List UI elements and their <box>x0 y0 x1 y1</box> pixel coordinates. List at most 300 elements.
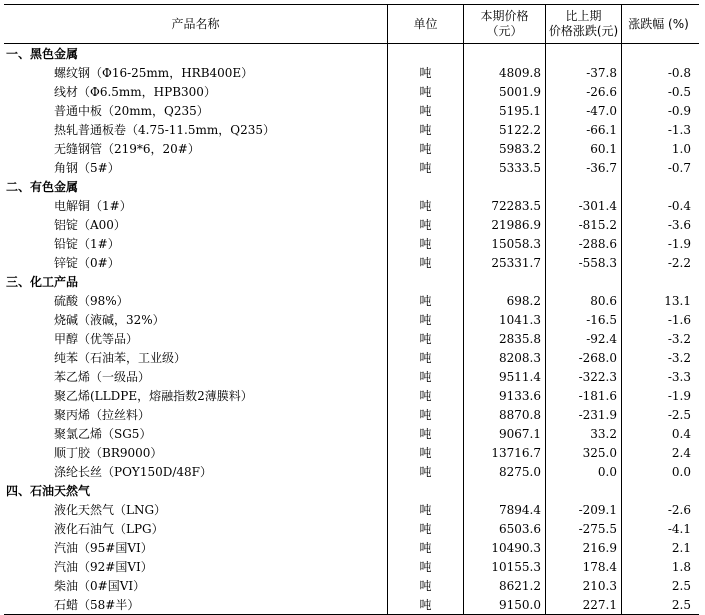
product-name-text: 铅锭（1#） <box>54 237 120 251</box>
table-row <box>4 234 699 253</box>
unit <box>388 576 464 595</box>
table-row <box>4 462 699 481</box>
category-change-empty <box>546 272 622 291</box>
current-price <box>464 215 546 234</box>
change-percent <box>622 424 699 443</box>
current-price-text: 6503.6 <box>499 521 541 536</box>
change-percent <box>622 101 699 120</box>
unit <box>388 462 464 481</box>
unit-text: 吨 <box>419 408 432 422</box>
price-change <box>546 139 622 158</box>
product-name <box>4 310 388 329</box>
change-percent-text: -0.9 <box>667 103 691 118</box>
product-name-text: 线材（Φ6.5mm，HPB300） <box>54 85 216 99</box>
change-percent <box>622 557 699 576</box>
current-price <box>464 158 546 177</box>
unit-text: 吨 <box>419 503 432 517</box>
current-price <box>464 291 546 310</box>
unit <box>388 595 464 614</box>
category-row <box>4 177 699 196</box>
unit <box>388 310 464 329</box>
price-change-text: 210.3 <box>582 578 617 593</box>
product-name <box>4 215 388 234</box>
table-row <box>4 405 699 424</box>
price-change <box>546 538 622 557</box>
change-percent-text: -1.6 <box>667 312 691 327</box>
change-percent <box>622 253 699 272</box>
price-change-text: 216.9 <box>582 540 617 555</box>
unit-text: 吨 <box>419 541 432 555</box>
product-name <box>4 139 388 158</box>
current-price <box>464 595 546 614</box>
unit-text: 吨 <box>419 199 432 213</box>
category-price-empty <box>464 272 546 291</box>
table-row <box>4 348 699 367</box>
unit <box>388 196 464 215</box>
price-change <box>546 329 622 348</box>
price-change <box>546 215 622 234</box>
unit-text: 吨 <box>419 598 432 612</box>
table-row <box>4 500 699 519</box>
unit-text: 吨 <box>419 465 432 479</box>
table-row <box>4 519 699 538</box>
price-change-text: -231.9 <box>578 407 617 422</box>
product-name <box>4 291 388 310</box>
table-row <box>4 101 699 120</box>
category-row <box>4 272 699 291</box>
product-name <box>4 424 388 443</box>
product-name-text: 液化石油气（LPG） <box>54 522 164 536</box>
product-name-text: 聚乙烯(LLDPE，熔融指数2薄膜料） <box>54 389 253 403</box>
table-body <box>4 44 699 615</box>
table-row <box>4 424 699 443</box>
change-percent <box>622 196 699 215</box>
price-change <box>546 234 622 253</box>
product-name <box>4 348 388 367</box>
change-percent-text: -3.6 <box>667 217 691 232</box>
current-price-text: 5983.2 <box>499 141 541 156</box>
change-percent-text: -0.5 <box>667 84 691 99</box>
change-percent <box>622 291 699 310</box>
price-change <box>546 462 622 481</box>
change-percent-text: -0.8 <box>667 65 691 80</box>
category-row <box>4 481 699 500</box>
unit <box>388 215 464 234</box>
header-change-line2: 价格涨跌(元) <box>548 24 619 38</box>
product-name <box>4 158 388 177</box>
change-percent <box>622 139 699 158</box>
table-row <box>4 63 699 82</box>
current-price <box>464 253 546 272</box>
current-price-text: 10490.3 <box>491 540 541 555</box>
category-title-text: 三、化工产品 <box>6 275 79 289</box>
current-price-text: 9511.4 <box>499 369 541 384</box>
product-name <box>4 386 388 405</box>
product-name-text: 涤纶长丝（POY150D/48F） <box>54 465 212 479</box>
price-change-text: -209.1 <box>578 502 617 517</box>
price-change-text: -301.4 <box>578 198 617 213</box>
current-price <box>464 139 546 158</box>
price-change-text: -26.6 <box>586 84 617 99</box>
header-change-line1: 比上期 <box>565 9 602 23</box>
unit <box>388 405 464 424</box>
product-name-text: 聚氯乙烯（SG5） <box>54 427 152 441</box>
price-change <box>546 348 622 367</box>
change-percent-text: -4.1 <box>667 521 691 536</box>
header-price <box>464 5 546 43</box>
price-change <box>546 82 622 101</box>
change-percent-text: -0.7 <box>667 160 691 175</box>
unit <box>388 63 464 82</box>
unit-text: 吨 <box>419 522 432 536</box>
price-change-text: 325.0 <box>582 445 617 460</box>
product-name-text: 柴油（0#国VI） <box>54 579 146 593</box>
current-price-text: 7894.4 <box>499 502 541 517</box>
current-price-text: 10155.3 <box>491 559 541 574</box>
change-percent <box>622 329 699 348</box>
category-price-empty <box>464 44 546 63</box>
change-percent-text: -3.3 <box>667 369 691 384</box>
change-percent-text: -2.2 <box>667 255 691 270</box>
table-row <box>4 253 699 272</box>
change-percent <box>622 215 699 234</box>
current-price <box>464 348 546 367</box>
current-price-text: 8870.8 <box>499 407 541 422</box>
price-change-text: 80.6 <box>590 293 617 308</box>
header-product-name-label: 产品名称 <box>171 16 220 31</box>
product-name <box>4 405 388 424</box>
unit-text: 吨 <box>419 332 432 346</box>
product-name <box>4 63 388 82</box>
current-price-text: 8621.2 <box>499 578 541 593</box>
current-price <box>464 329 546 348</box>
unit-text: 吨 <box>419 579 432 593</box>
current-price <box>464 500 546 519</box>
category-title-text: 二、有色金属 <box>6 180 79 194</box>
price-change-text: -92.4 <box>586 331 617 346</box>
current-price <box>464 367 546 386</box>
product-name <box>4 500 388 519</box>
change-percent <box>622 595 699 614</box>
table-row <box>4 367 699 386</box>
product-name-text: 铝锭（A00） <box>54 218 126 232</box>
unit-text: 吨 <box>419 560 432 574</box>
price-change-text: 33.2 <box>590 426 617 441</box>
product-name <box>4 234 388 253</box>
category-change-empty <box>546 481 622 500</box>
change-percent-text: -0.4 <box>667 198 691 213</box>
change-percent-text: 0.0 <box>671 464 691 479</box>
header-pct-label: 涨跌幅 (%) <box>628 16 689 31</box>
change-percent-text: 2.5 <box>671 578 691 593</box>
price-change-text: -558.3 <box>578 255 617 270</box>
change-percent <box>622 234 699 253</box>
change-percent <box>622 519 699 538</box>
change-percent-text: -3.2 <box>667 331 691 346</box>
product-name-text: 纯苯（石油苯，工业级） <box>54 351 187 365</box>
current-price <box>464 405 546 424</box>
change-percent <box>622 462 699 481</box>
category-title-text: 一、黑色金属 <box>6 47 79 61</box>
price-change-text: -181.6 <box>578 388 617 403</box>
change-percent <box>622 500 699 519</box>
current-price-text: 13716.7 <box>491 445 541 460</box>
current-price <box>464 462 546 481</box>
price-change <box>546 63 622 82</box>
current-price-text: 9133.6 <box>499 388 541 403</box>
price-change-text: 227.1 <box>582 597 617 612</box>
product-name <box>4 443 388 462</box>
current-price <box>464 557 546 576</box>
product-name-text: 锌锭（0#） <box>54 256 120 270</box>
price-change <box>546 386 622 405</box>
category-unit-empty <box>388 272 464 291</box>
price-table <box>4 4 699 615</box>
unit <box>388 291 464 310</box>
unit-text: 吨 <box>419 142 432 156</box>
product-name-text: 普通中板（20mm，Q235） <box>54 104 209 118</box>
product-name-text: 烧碱（液碱，32%） <box>54 313 165 327</box>
unit-text: 吨 <box>419 446 432 460</box>
unit-text: 吨 <box>419 370 432 384</box>
change-percent-text: -2.6 <box>667 502 691 517</box>
price-change-text: -288.6 <box>578 236 617 251</box>
unit <box>388 538 464 557</box>
product-name <box>4 120 388 139</box>
current-price <box>464 120 546 139</box>
change-percent <box>622 443 699 462</box>
table-row <box>4 329 699 348</box>
change-percent <box>622 367 699 386</box>
price-change <box>546 576 622 595</box>
price-change-text: -275.5 <box>578 521 617 536</box>
product-name <box>4 253 388 272</box>
current-price <box>464 234 546 253</box>
product-name <box>4 82 388 101</box>
header-pct <box>622 5 699 43</box>
price-change-text: -47.0 <box>586 103 617 118</box>
current-price-text: 72283.5 <box>491 198 541 213</box>
product-name <box>4 557 388 576</box>
current-price-text: 9067.1 <box>499 426 541 441</box>
category-title <box>4 481 388 500</box>
price-change <box>546 291 622 310</box>
change-percent-text: -1.3 <box>667 122 691 137</box>
unit <box>388 557 464 576</box>
current-price-text: 698.2 <box>506 293 541 308</box>
change-percent-text: -1.9 <box>667 388 691 403</box>
product-name <box>4 595 388 614</box>
change-percent-text: 0.4 <box>671 426 691 441</box>
product-name-text: 硫酸（98%） <box>54 294 129 308</box>
unit-text: 吨 <box>419 123 432 137</box>
unit <box>388 253 464 272</box>
unit <box>388 367 464 386</box>
product-name <box>4 576 388 595</box>
unit <box>388 139 464 158</box>
unit-text: 吨 <box>419 351 432 365</box>
unit-text: 吨 <box>419 66 432 80</box>
product-name <box>4 462 388 481</box>
price-change <box>546 557 622 576</box>
table-header <box>4 5 699 44</box>
price-change-text: -36.7 <box>586 160 617 175</box>
product-name-text: 无缝钢管（219*6，20#） <box>54 142 200 156</box>
product-name-text: 汽油（92#国VI） <box>54 560 153 574</box>
change-percent-text: 2.1 <box>671 540 691 555</box>
table-row <box>4 215 699 234</box>
price-change <box>546 310 622 329</box>
current-price-text: 21986.9 <box>491 217 541 232</box>
product-name-text: 螺纹钢（Φ16-25mm，HRB400E） <box>54 66 254 80</box>
change-percent-text: -2.5 <box>667 407 691 422</box>
change-percent <box>622 405 699 424</box>
change-percent <box>622 386 699 405</box>
product-name <box>4 538 388 557</box>
price-change <box>546 424 622 443</box>
product-name-text: 甲醇（优等品） <box>54 332 139 346</box>
unit-text: 吨 <box>419 237 432 251</box>
product-name-text: 热轧普通板卷（4.75-11.5mm，Q235） <box>54 123 275 137</box>
table-row <box>4 310 699 329</box>
unit <box>388 120 464 139</box>
current-price-text: 5333.5 <box>499 160 541 175</box>
change-percent-text: -3.2 <box>667 350 691 365</box>
current-price-text: 15058.3 <box>491 236 541 251</box>
current-price <box>464 82 546 101</box>
current-price-text: 25331.7 <box>491 255 541 270</box>
unit <box>388 519 464 538</box>
current-price-text: 8275.0 <box>499 464 541 479</box>
product-name <box>4 329 388 348</box>
table-row <box>4 196 699 215</box>
table-row <box>4 158 699 177</box>
price-change <box>546 595 622 614</box>
table-row <box>4 120 699 139</box>
product-name-text: 角钢（5#） <box>54 161 120 175</box>
change-percent-text: 13.1 <box>664 293 691 308</box>
category-pct-empty <box>622 177 699 196</box>
unit-text: 吨 <box>419 389 432 403</box>
category-title-text: 四、石油天然气 <box>6 484 91 498</box>
unit <box>388 158 464 177</box>
header-change <box>546 5 622 43</box>
header-product-name <box>4 5 388 43</box>
table-row <box>4 538 699 557</box>
product-name-text: 聚丙烯（拉丝料） <box>54 408 151 422</box>
price-change-text: -66.1 <box>586 122 617 137</box>
price-change <box>546 253 622 272</box>
unit-text: 吨 <box>419 294 432 308</box>
price-change <box>546 196 622 215</box>
product-name <box>4 519 388 538</box>
current-price-text: 8208.3 <box>499 350 541 365</box>
price-change-text: 0.0 <box>597 464 617 479</box>
unit-text: 吨 <box>419 218 432 232</box>
current-price <box>464 310 546 329</box>
unit-text: 吨 <box>419 161 432 175</box>
price-change <box>546 367 622 386</box>
table-row <box>4 595 699 615</box>
header-price-line2: （元） <box>486 24 523 38</box>
price-change <box>546 120 622 139</box>
category-row <box>4 44 699 63</box>
header-unit <box>388 5 464 43</box>
unit <box>388 424 464 443</box>
product-name-text: 苯乙烯（一级品） <box>54 370 151 384</box>
current-price-text: 4809.8 <box>499 65 541 80</box>
unit-text: 吨 <box>419 85 432 99</box>
product-name-text: 电解铜（1#） <box>54 199 132 213</box>
table-row <box>4 291 699 310</box>
table-row <box>4 576 699 595</box>
current-price-text: 5001.9 <box>499 84 541 99</box>
category-title <box>4 44 388 63</box>
change-percent <box>622 120 699 139</box>
product-name <box>4 196 388 215</box>
unit <box>388 500 464 519</box>
unit <box>388 234 464 253</box>
unit <box>388 101 464 120</box>
price-change <box>546 500 622 519</box>
price-change-text: 178.4 <box>582 559 617 574</box>
change-percent-text: 2.5 <box>671 597 691 612</box>
current-price-text: 5195.1 <box>499 103 541 118</box>
table-row <box>4 557 699 576</box>
product-name-text: 石蜡（58#半） <box>54 598 140 612</box>
category-pct-empty <box>622 272 699 291</box>
category-title <box>4 177 388 196</box>
price-change <box>546 101 622 120</box>
price-change-text: -322.3 <box>578 369 617 384</box>
change-percent-text: 1.8 <box>671 559 691 574</box>
product-name-text: 汽油（95#国VI） <box>54 541 153 555</box>
category-unit-empty <box>388 481 464 500</box>
table-row <box>4 82 699 101</box>
current-price-text: 5122.2 <box>499 122 541 137</box>
current-price-text: 9150.0 <box>499 597 541 612</box>
unit-text: 吨 <box>419 313 432 327</box>
current-price <box>464 101 546 120</box>
unit-text: 吨 <box>419 256 432 270</box>
category-pct-empty <box>622 44 699 63</box>
product-name-text: 顺丁胶（BR9000） <box>54 446 163 460</box>
product-name <box>4 101 388 120</box>
price-change <box>546 443 622 462</box>
change-percent <box>622 310 699 329</box>
change-percent <box>622 63 699 82</box>
unit <box>388 386 464 405</box>
product-name <box>4 367 388 386</box>
table-row <box>4 139 699 158</box>
change-percent-text: -1.9 <box>667 236 691 251</box>
current-price <box>464 196 546 215</box>
price-change <box>546 405 622 424</box>
current-price <box>464 538 546 557</box>
category-price-empty <box>464 481 546 500</box>
current-price <box>464 386 546 405</box>
price-change <box>546 158 622 177</box>
unit-text: 吨 <box>419 427 432 441</box>
unit <box>388 329 464 348</box>
category-unit-empty <box>388 44 464 63</box>
current-price-text: 2835.8 <box>499 331 541 346</box>
category-price-empty <box>464 177 546 196</box>
table-row <box>4 386 699 405</box>
unit <box>388 348 464 367</box>
change-percent-text: 2.4 <box>671 445 691 460</box>
header-price-line1: 本期价格 <box>480 9 529 23</box>
